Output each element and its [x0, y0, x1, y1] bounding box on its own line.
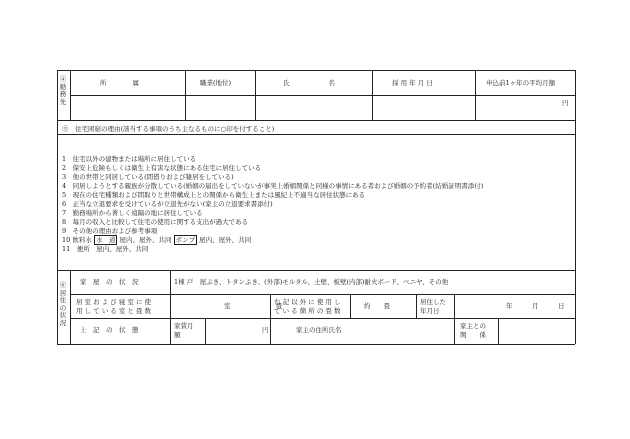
reason-item-4: 4 同居しようとする親族が分散している(婚姻の届出をしていないが事実上婚姻関係と同様の事情にある者および婚姻の予約者(結婚証明書添付) [62, 182, 484, 190]
row2-div-4 [454, 294, 455, 318]
house-condition-label: 家 屋 の 状 況 [80, 278, 139, 286]
residence-label-divider [70, 270, 71, 344]
residence-row2-divider [70, 318, 575, 319]
reason-title-divider [57, 134, 575, 135]
frame-right [575, 70, 576, 344]
work-header-position: 職業(地位) [200, 79, 232, 87]
pump-box: ポンプ [175, 236, 196, 244]
reason-title: ⑤ 住宅困窮の理由(該当する事項のうち主なるものに○印を付すること) [62, 125, 275, 133]
row2-div-3 [416, 294, 417, 318]
work-section-label: ④勤務先 [59, 75, 67, 106]
reason-item-8: 8 毎月の収入と比較して住宅の使用に関する支出が過大である [62, 218, 249, 226]
frame-left [57, 70, 58, 344]
residence-section-label: ⑥居住の状況 [59, 281, 67, 327]
landlord-relation-line1: 家主との [460, 322, 486, 330]
row3-div-3 [454, 318, 455, 344]
reason-item-1: 1 住宅以外の建物または場所に居住している [62, 155, 197, 163]
rent-yen-unit: 円 [262, 326, 269, 334]
frame-top [57, 70, 575, 71]
residence-row1-divider [70, 294, 575, 295]
landlord-label: 家主の住所氏名 [296, 326, 342, 334]
above-status-label: 上 記 の 状 態 [80, 326, 139, 334]
reason-item-9: 9 その他の理由および参考事項 [62, 227, 158, 235]
work-col-div-1 [185, 70, 186, 120]
reason-item-10 [62, 236, 251, 244]
rent-label-line1: 家賃月 [174, 322, 194, 330]
reason-item-7: 7 勤務場所から著しく遠隔の地に居住している [62, 209, 203, 217]
landlord-relation-line2: 関 係 [460, 331, 486, 339]
reason-item-6: 6 正当な立退要求を受けているが立退先がない(家主の立退要求書添付) [62, 200, 273, 208]
work-col-div-4 [475, 70, 476, 120]
other-tatami-approx: 約 畳 [364, 302, 390, 310]
house-condition-value: 1棟 戸 屋ぶき、トタンぶき、(外部)モルタル、土壁、板壁(内部)耐火ボード、ベニヤ、その他 [174, 278, 449, 286]
reason-item-10-label: 飲料水 [72, 236, 92, 244]
row2-div-1 [270, 294, 271, 318]
room-usage-label-line1: 居 室 お よ び 寝 室 に 使 [76, 298, 152, 306]
pump-options: 屋内、屋外、共同 [199, 236, 252, 244]
row3-div-2 [270, 318, 271, 344]
work-header-divider [70, 95, 575, 96]
reason-item-5: 5 現在の住宅種類および間取りと世帯構成上との関係から衛生上または風紀上不適当な居住状態にある [62, 191, 366, 199]
work-col-div-2 [255, 70, 256, 120]
other-tatami-label-line2: て い る 箇 所 の 畳 数 [274, 307, 341, 315]
work-col-div-3 [372, 70, 373, 120]
other-tatami-label-line1: 右 記 以 外 に 使 用 し [274, 298, 341, 306]
move-in-label-line2: 年月日 [420, 307, 440, 315]
move-in-label-line1: 居住した [420, 298, 446, 306]
row2-div-2 [350, 294, 351, 318]
move-in-date: 年 月 日 [506, 302, 565, 310]
work-section-bottom [57, 120, 575, 121]
work-header-location: 所 属 [100, 79, 139, 87]
work-header-name: 氏 名 [283, 79, 335, 87]
water-supply-options: 屋内、屋外、共同 [119, 236, 172, 244]
work-yen-unit: 円 [562, 99, 569, 107]
work-header-hire-date: 採 用 年 月 日 [392, 79, 433, 87]
room-tatami-count: 室 畳 [224, 302, 283, 310]
row3-div-1 [205, 318, 206, 344]
rent-label-line2: 額 [174, 331, 181, 339]
reason-item-10-num: 10 [62, 236, 71, 244]
residence-key-divider [170, 270, 171, 344]
water-supply-box: 水 道 [95, 236, 116, 244]
reason-section-bottom [57, 270, 575, 271]
reason-item-11: 11 便所 屋内、屋外、共同 [62, 245, 149, 253]
reason-item-2: 2 保安上危険もしくは衛生上有害な状態にある住宅に居住している [62, 164, 262, 172]
reason-item-3: 3 他の世帯と同居している(間借りおよび雑居をしている) [62, 173, 234, 181]
row3-div-4 [498, 318, 499, 344]
room-usage-label-line2: 用 し て い る 室 と 畳 数 [76, 307, 152, 315]
frame-bottom [57, 344, 575, 345]
work-header-avg-income: 申込前1ヶ年の平均月額 [486, 79, 556, 87]
